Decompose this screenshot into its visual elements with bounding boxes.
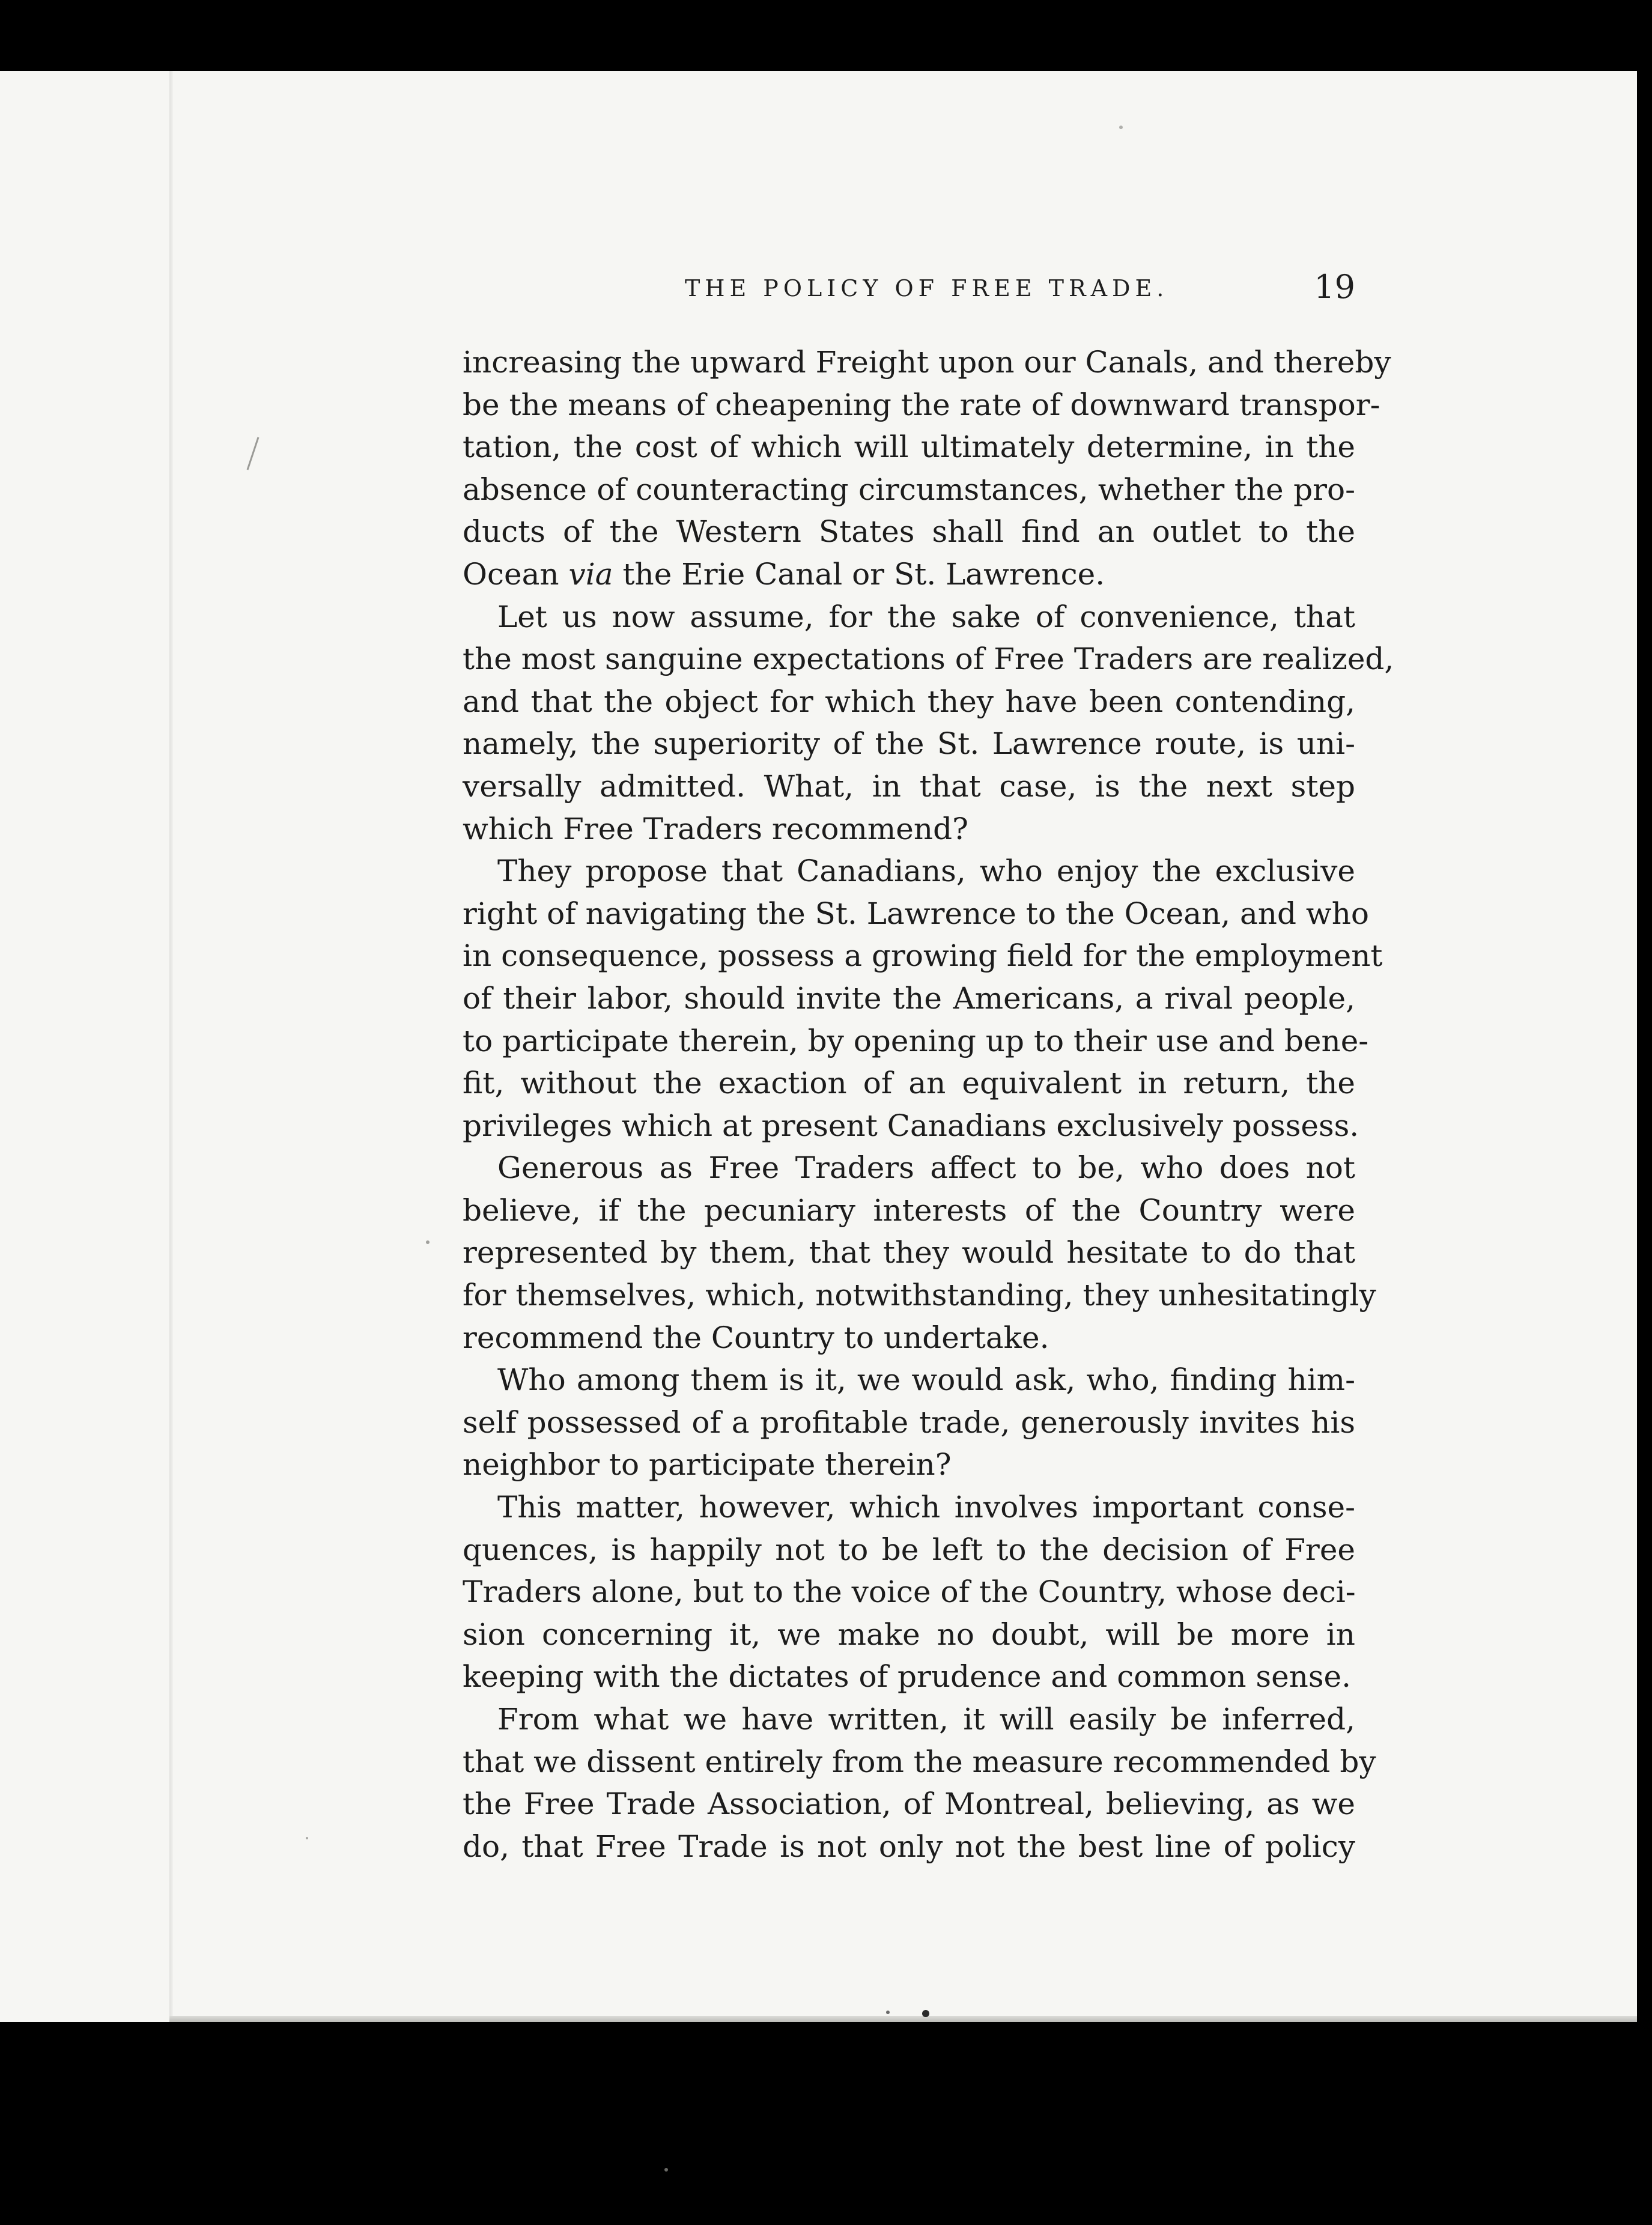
speck-dot <box>426 1240 430 1244</box>
text-line: self possessed of a profitable trade, generously invites his <box>463 1404 1355 1440</box>
page-number: 19 <box>1314 268 1355 306</box>
running-head-title: THE POLICY OF FREE TRADE. <box>685 275 1169 302</box>
text-line: believe, if the pecuniary interests of the Country were <box>463 1192 1355 1228</box>
speck-dot <box>664 2168 668 2172</box>
text-line: Who among them is it, we would ask, who, finding him- <box>497 1362 1355 1398</box>
text-line: right of navigating the St. Lawrence to the Ocean, and who <box>463 896 1370 931</box>
speck-dot <box>922 2010 929 2017</box>
text-line: ducts of the Western States shall find an outlet to the <box>463 514 1355 550</box>
text-line: Generous as Free Traders affect to be, who does not <box>497 1150 1355 1186</box>
text-line: represented by them, that they would hesitate to do that <box>463 1235 1355 1270</box>
paragraph <box>463 1698 1376 1868</box>
text-line: that we dissent entirely from the measure recommended by <box>463 1744 1376 1779</box>
text-line: which Free Traders recommend? <box>463 811 968 846</box>
text-line: and that the object for which they have been contending, <box>463 684 1355 719</box>
paragraph <box>463 596 1394 851</box>
speck-dot <box>886 2011 890 2014</box>
text-line: sion concerning it, we make no doubt, will be more in <box>463 1616 1355 1652</box>
text-line: neighbor to participate therein? <box>463 1447 952 1483</box>
text-line: to participate therein, by opening up to their use and bene- <box>463 1023 1369 1058</box>
body-text <box>463 341 1394 1868</box>
text-line: Traders alone, but to the voice of the Country, whose deci- <box>463 1574 1356 1610</box>
text-line: recommend the Country to undertake. <box>463 1320 1049 1355</box>
text-line: This matter, however, which involves important conse- <box>497 1490 1355 1525</box>
text-line: in consequence, possess a growing field for the employment <box>463 938 1383 974</box>
speck-dot <box>1119 126 1123 129</box>
text-line: quences, is happily not to be left to the decision of Free <box>463 1532 1355 1567</box>
text-line: They propose that Canadians, who enjoy the exclusive <box>497 854 1355 889</box>
text-line: do, that Free Trade is not only not the best line of policy <box>463 1829 1355 1864</box>
text-line: for themselves, which, notwithstanding, they unhesitatingly <box>463 1278 1376 1313</box>
text-line: keeping with the dictates of prudence and common sense. <box>463 1659 1352 1695</box>
text-line: the most sanguine expectations of Free Traders are realized, <box>463 642 1394 677</box>
text-line: increasing the upward Freight upon our Canals, and thereby <box>463 345 1391 380</box>
paragraph <box>463 1147 1376 1359</box>
stray-mark <box>247 437 258 470</box>
text-line: tation, the cost of which will ultimately determine, in the <box>463 430 1355 465</box>
text-line: privileges which at present Canadians exclusively possess. <box>463 1108 1359 1143</box>
text-line: of their labor, should invite the Americans, a rival people, <box>463 980 1355 1016</box>
text-line: versally admitted. What, in that case, is the next step <box>463 768 1355 804</box>
text-line: be the means of cheapening the rate of downward transpor- <box>463 387 1380 422</box>
text-line: absence of counteracting circumstances, whether the pro- <box>463 472 1355 507</box>
text-line: Let us now assume, for the sake of convenience, that <box>497 599 1355 634</box>
paragraph <box>463 341 1391 596</box>
text-line: the Free Trade Association, of Montreal, believing, as we <box>463 1786 1355 1822</box>
paragraph <box>463 1359 1355 1486</box>
paragraph <box>463 850 1383 1147</box>
italic-word: via <box>568 556 613 592</box>
text-line: namely, the superiority of the St. Lawrence route, is uni- <box>463 726 1355 762</box>
speck-dot <box>306 1837 308 1839</box>
running-head <box>463 264 1355 312</box>
text-fragment: Ocean <box>463 556 569 592</box>
paragraph <box>463 1486 1355 1698</box>
text-fragment: the Erie Canal or St. Lawrence. <box>613 556 1105 592</box>
text-line: From what we have written, it will easily be inferred, <box>497 1702 1355 1737</box>
text-line: fit, without the exaction of an equivalent in return, the <box>463 1066 1355 1101</box>
text-line <box>463 553 1355 596</box>
